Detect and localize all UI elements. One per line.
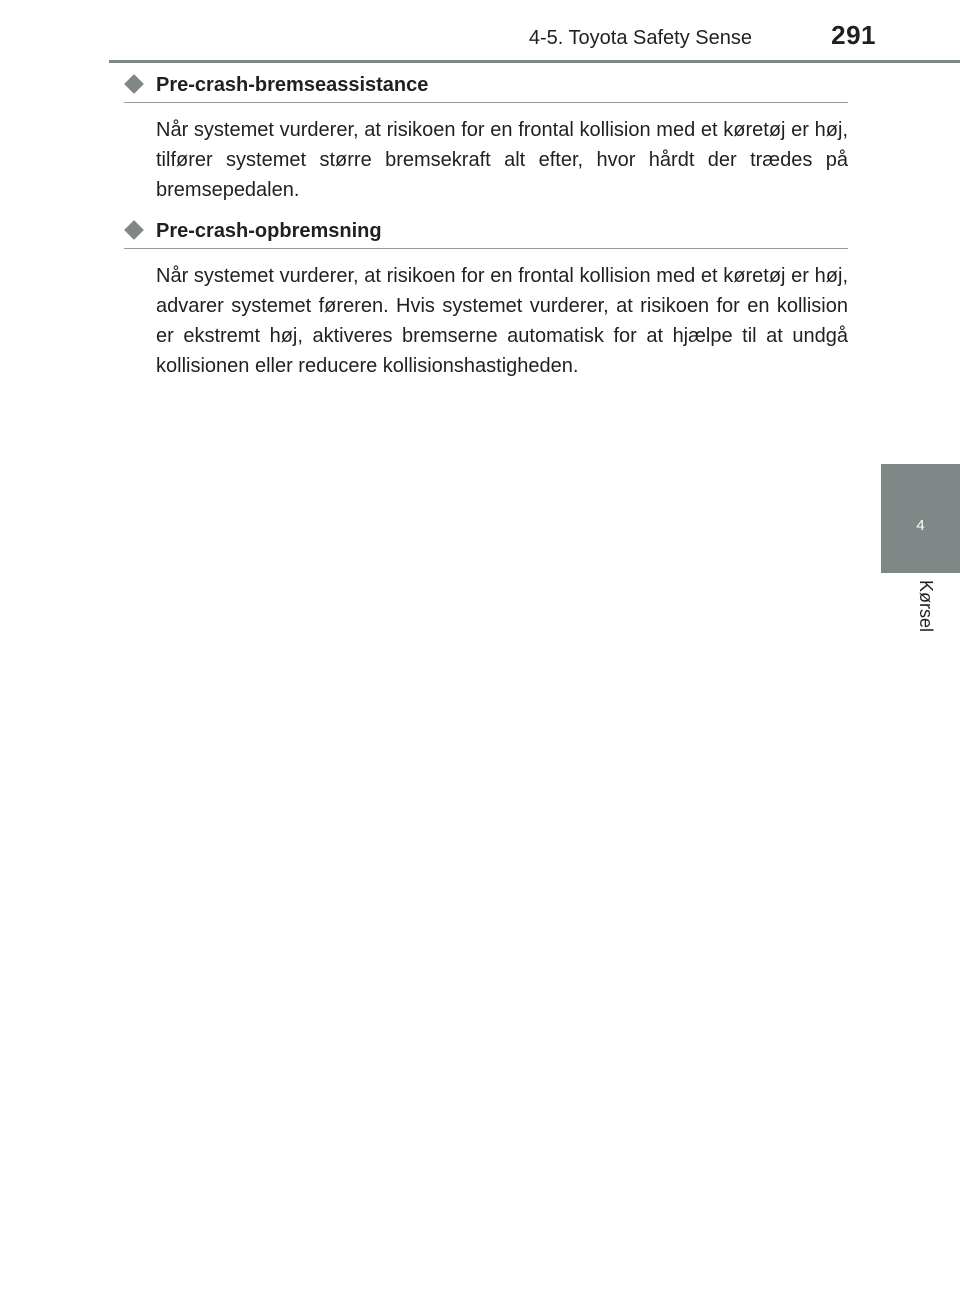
page-header <box>0 0 960 64</box>
chapter-number-box <box>881 464 960 573</box>
section-pre-crash-bremseassistance <box>124 70 848 205</box>
chapter-label: Kørsel <box>916 580 936 633</box>
heading-text: Pre-crash-bremseassistance <box>156 74 429 96</box>
section-body: Når systemet vurderer, at risikoen for en frontal kollision med et køretøj er høj, advarer systemet føreren. Hvis systemet vurderer, at risikoen for en kollision er ekstremt høj, aktiveres bremserne automatisk for at hjælpe til at undgå kollisionen eller reducere kollisionshastigheden. <box>156 265 848 377</box>
section-title: 4-5. Toyota Safety Sense <box>528 27 752 49</box>
diamond-icon <box>124 220 144 240</box>
header-rule <box>109 60 960 63</box>
section-heading <box>124 216 848 249</box>
diamond-icon <box>124 74 144 94</box>
chapter-number: 4 <box>916 517 925 534</box>
heading-text: Pre-crash-opbremsning <box>156 220 382 242</box>
section-pre-crash-opbremsning <box>124 216 848 381</box>
chapter-side-tab <box>881 464 960 664</box>
section-heading <box>124 70 848 103</box>
section-body: Når systemet vurderer, at risikoen for en frontal kollision med et køretøj er høj, tilfører systemet større bremsekraft alt efter, hvor hårdt der trædes på bremsepedalen. <box>156 119 848 201</box>
page-number: 291 <box>831 20 876 50</box>
